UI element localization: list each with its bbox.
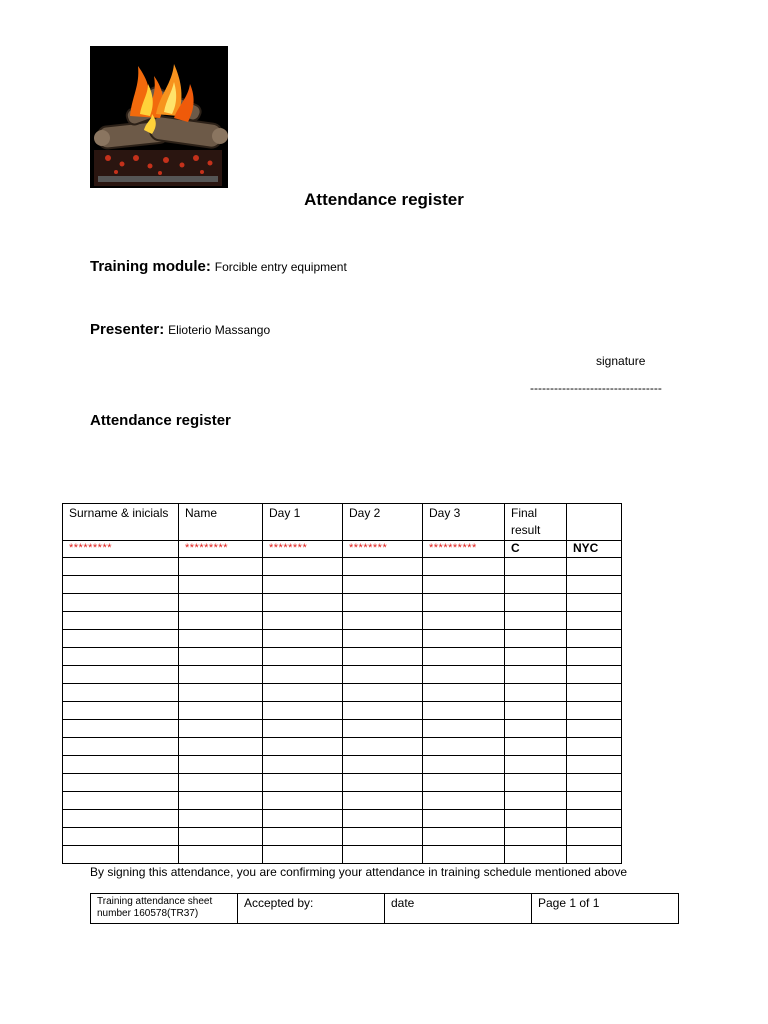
table-row <box>63 648 622 666</box>
table-cell <box>567 828 622 846</box>
table-cell <box>179 774 263 792</box>
table-cell <box>179 756 263 774</box>
table-row <box>63 630 622 648</box>
header-day-1: Day 1 <box>263 504 343 541</box>
table-cell <box>567 630 622 648</box>
table-row <box>63 774 622 792</box>
table-cell <box>343 630 423 648</box>
table-cell <box>343 738 423 756</box>
table-cell <box>179 612 263 630</box>
table-row <box>63 666 622 684</box>
table-cell <box>423 594 505 612</box>
table-cell <box>63 594 179 612</box>
header-day-3: Day 3 <box>423 504 505 541</box>
table-cell <box>423 702 505 720</box>
table-cell <box>263 738 343 756</box>
table-cell <box>505 576 567 594</box>
result-competent: C <box>505 541 567 558</box>
table-cell <box>567 648 622 666</box>
table-cell <box>263 702 343 720</box>
table-cell <box>567 594 622 612</box>
table-cell <box>343 558 423 576</box>
table-cell <box>423 612 505 630</box>
table-cell <box>63 738 179 756</box>
table-cell <box>263 576 343 594</box>
table-cell <box>63 828 179 846</box>
table-row <box>63 738 622 756</box>
table-cell <box>179 684 263 702</box>
table-cell <box>343 756 423 774</box>
table-cell <box>505 594 567 612</box>
table-cell <box>263 756 343 774</box>
table-cell <box>567 576 622 594</box>
presenter-value: Elioterio Massango <box>168 323 271 337</box>
table-row <box>63 756 622 774</box>
mask-day-3: ********** <box>423 541 505 558</box>
table-cell <box>343 774 423 792</box>
table-cell <box>179 792 263 810</box>
attendance-table <box>62 503 622 864</box>
table-row <box>63 594 622 612</box>
table-cell <box>343 684 423 702</box>
table-cell <box>505 558 567 576</box>
table-cell <box>263 612 343 630</box>
table-row <box>63 684 622 702</box>
table-cell <box>423 774 505 792</box>
signature-line: --------------------------------- <box>530 381 662 395</box>
table-cell <box>63 846 179 864</box>
table-cell <box>505 756 567 774</box>
table-cell <box>343 666 423 684</box>
register-heading: Attendance register <box>90 412 231 429</box>
table-cell <box>63 774 179 792</box>
table-cell <box>63 558 179 576</box>
fireplace-logo-icon <box>90 46 228 188</box>
presenter-label: Presenter: <box>90 321 165 338</box>
table-cell <box>423 684 505 702</box>
table-cell <box>505 720 567 738</box>
table-cell <box>505 666 567 684</box>
table-cell <box>505 630 567 648</box>
table-cell <box>179 576 263 594</box>
table-cell <box>423 558 505 576</box>
table-cell <box>63 702 179 720</box>
table-cell <box>505 792 567 810</box>
table-cell <box>423 792 505 810</box>
table-row <box>63 846 622 864</box>
table-cell <box>63 756 179 774</box>
mask-row <box>63 541 622 558</box>
table-cell <box>423 756 505 774</box>
table-cell <box>343 612 423 630</box>
table-cell <box>567 666 622 684</box>
training-module-label: Training module: <box>90 258 211 275</box>
table-cell <box>567 792 622 810</box>
mask-day-1: ******** <box>263 541 343 558</box>
table-cell <box>63 810 179 828</box>
table-cell <box>343 702 423 720</box>
training-module-value: Forcible entry equipment <box>214 260 347 274</box>
table-cell <box>423 846 505 864</box>
table-cell <box>263 666 343 684</box>
confirmation-note: By signing this attendance, you are confirming your attendance in training schedule mentioned above <box>90 865 628 879</box>
table-cell <box>343 720 423 738</box>
table-row <box>63 792 622 810</box>
result-not-yet-competent: NYC <box>567 541 622 558</box>
footer-table <box>90 893 679 924</box>
header-day-2: Day 2 <box>343 504 423 541</box>
table-cell <box>263 792 343 810</box>
table-row <box>63 810 622 828</box>
footer-row <box>91 894 679 924</box>
page-title: Attendance register <box>304 190 464 209</box>
table-cell <box>179 648 263 666</box>
table-cell <box>343 576 423 594</box>
presenter-line <box>90 321 270 338</box>
table-cell <box>263 828 343 846</box>
table-row <box>63 576 622 594</box>
footer-sheet-number: Training attendance sheet number 160578(TR37) <box>91 894 238 924</box>
table-cell <box>505 648 567 666</box>
table-cell <box>179 720 263 738</box>
table-cell <box>505 702 567 720</box>
signature-label: signature <box>596 354 646 368</box>
table-cell <box>63 612 179 630</box>
table-cell <box>263 720 343 738</box>
table-cell <box>505 774 567 792</box>
table-row <box>63 612 622 630</box>
table-cell <box>63 576 179 594</box>
table-cell <box>179 828 263 846</box>
table-cell <box>179 846 263 864</box>
table-cell <box>567 702 622 720</box>
table-row <box>63 828 622 846</box>
table-cell <box>263 846 343 864</box>
mask-surname: ********* <box>63 541 179 558</box>
footer-accepted-by: Accepted by: <box>238 894 385 924</box>
table-cell <box>63 720 179 738</box>
table-row <box>63 558 622 576</box>
table-cell <box>505 846 567 864</box>
table-cell <box>423 720 505 738</box>
table-cell <box>505 828 567 846</box>
table-cell <box>263 774 343 792</box>
table-cell <box>567 810 622 828</box>
table-cell <box>263 810 343 828</box>
table-cell <box>263 648 343 666</box>
table-cell <box>423 630 505 648</box>
table-cell <box>423 576 505 594</box>
header-blank <box>567 504 622 541</box>
table-cell <box>423 738 505 756</box>
table-row <box>63 702 622 720</box>
footer-page-number: Page 1 of 1 <box>532 894 679 924</box>
table-cell <box>63 792 179 810</box>
table-cell <box>63 666 179 684</box>
header-name: Name <box>179 504 263 541</box>
table-cell <box>505 810 567 828</box>
table-cell <box>567 558 622 576</box>
header-surname: Surname & inicials <box>63 504 179 541</box>
table-cell <box>63 684 179 702</box>
table-header-row <box>63 504 622 541</box>
table-cell <box>263 558 343 576</box>
table-cell <box>567 846 622 864</box>
table-cell <box>567 612 622 630</box>
table-cell <box>505 738 567 756</box>
footer-date: date <box>385 894 532 924</box>
table-cell <box>263 630 343 648</box>
table-cell <box>567 738 622 756</box>
table-row <box>63 720 622 738</box>
table-cell <box>343 810 423 828</box>
table-cell <box>505 684 567 702</box>
table-cell <box>505 612 567 630</box>
table-cell <box>567 756 622 774</box>
table-cell <box>343 594 423 612</box>
table-cell <box>567 774 622 792</box>
table-cell <box>343 846 423 864</box>
table-cell <box>63 630 179 648</box>
table-cell <box>63 648 179 666</box>
table-cell <box>567 720 622 738</box>
table-cell <box>423 828 505 846</box>
header-final-result: Final result <box>505 504 567 541</box>
table-cell <box>179 738 263 756</box>
mask-day-2: ******** <box>343 541 423 558</box>
table-cell <box>179 558 263 576</box>
table-cell <box>179 810 263 828</box>
table-cell <box>343 828 423 846</box>
table-cell <box>263 684 343 702</box>
table-cell <box>263 594 343 612</box>
table-cell <box>179 702 263 720</box>
table-cell <box>423 648 505 666</box>
mask-name: ********* <box>179 541 263 558</box>
training-module-line <box>90 258 347 275</box>
table-cell <box>343 648 423 666</box>
table-cell <box>179 594 263 612</box>
table-cell <box>567 684 622 702</box>
table-cell <box>179 666 263 684</box>
table-cell <box>423 810 505 828</box>
table-cell <box>343 792 423 810</box>
table-cell <box>423 666 505 684</box>
table-cell <box>179 630 263 648</box>
